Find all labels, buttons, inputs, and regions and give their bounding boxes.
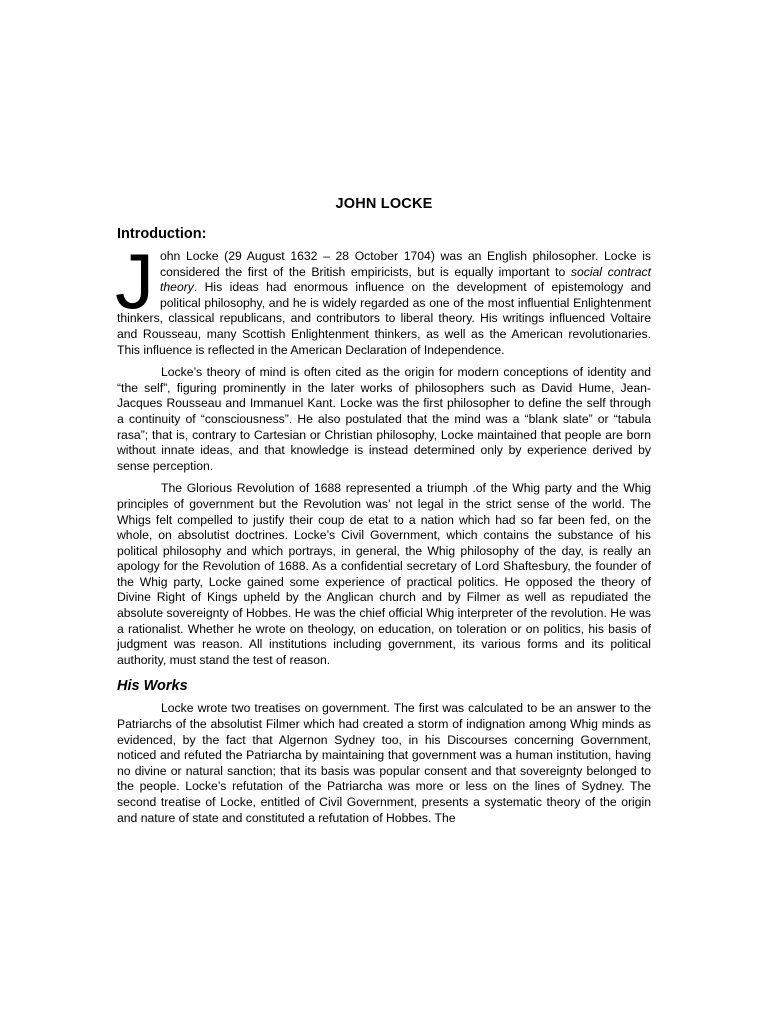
document-title: JOHN LOCKE (335, 196, 433, 212)
works-paragraph-1: Locke wrote two treatises on government. The first was calculated to be an answer to the Patriarchs of the absolutist Filmer which had created a storm of indignation among Whig minds as evidenced, by the fact that Algernon Sydney too, in his Discourses concerning Government, noticed and refuted the Patriarcha by maintaining that government was a human institution, having no divine or natural sanction; that its basis was popular consent and that sovereignty belonged to the people. Locke’s refutation of the Patriarcha was more or less on the lines of Sydney. The second treatise of Locke, entitled of Civil Government, presents a systematic theory of the origin and nature of state and constituted a refutation of Hobbes. The (117, 701, 651, 825)
intro-paragraph-1-text-b: . His ideas had enormous influence on the development of epistemology and political philosophy, and he is widely regarded as one of the most influential Enlightenment thinkers, classical republicans, and contributors to liberal theory. His writings influenced Voltaire and Rousseau, many Scottish Enlightenment thinkers, as well as the American revolutionaries. This influence is reflected in the American Declaration of Independence. (117, 280, 651, 357)
intro-paragraph-2: Locke’s theory of mind is often cited as the origin for modern conceptions of identity and “the self”, figuring prominently in the later works of philosophers such as David Hume, Jean-Jacques Rousseau and Immanuel Kant. Locke was the first philosopher to define the self through a continuity of “consciousness”. He also postulated that the mind was a “blank slate” or “tabula rasa”; that is, contrary to Cartesian or Christian philosophy, Locke maintained that people are born without innate ideas, and that knowledge is instead determined only by experience derived by sense perception. (117, 365, 651, 473)
his-works-heading: His Works (117, 678, 188, 695)
document-page (117, 196, 651, 826)
intro-paragraph-1 (115, 237, 651, 358)
intro-paragraph-3: The Glorious Revolution of 1688 represented a triumph .of the Whig party and the Whig principles of government but the Revolution was’ not legal in the strict sense of the world. The Whigs felt compelled to justify their coup de etat to a nation which had so far been fed, on the whole, on absolutist doctrines. Locke’s Civil Government, which contains the substance of his political philosophy and which portrays, in general, the Whig philosophy of the day, is really an apology for the Revolution of 1688. As a confidential secretary of Lord Shaftesbury, the founder of the Whig party, Locke gained some experience of practical politics. He opposed the theory of Divine Right of Kings upheld by the Anglican church and by Filmer as well as repudiated the absolute sovereignty of Hobbes. He was the chief official Whig interpreter of the revolution. He was a rationalist. Whether he wrote on theology, on education, on toleration or on politics, his basis of judgment was reason. All institutions including government, its various forms and its political authority, must stand the test of reason. (117, 481, 651, 667)
drop-cap-letter: J (115, 237, 154, 325)
intro-paragraph-1-text-a: ohn Locke (29 August 1632 – 28 October 1704) was an English philosopher. Locke is considered the first of the British empiricists, but is equally important to (160, 249, 651, 279)
social-contract-theory-term: social contract theory (160, 264, 651, 295)
introduction-heading: Introduction: (117, 226, 207, 242)
